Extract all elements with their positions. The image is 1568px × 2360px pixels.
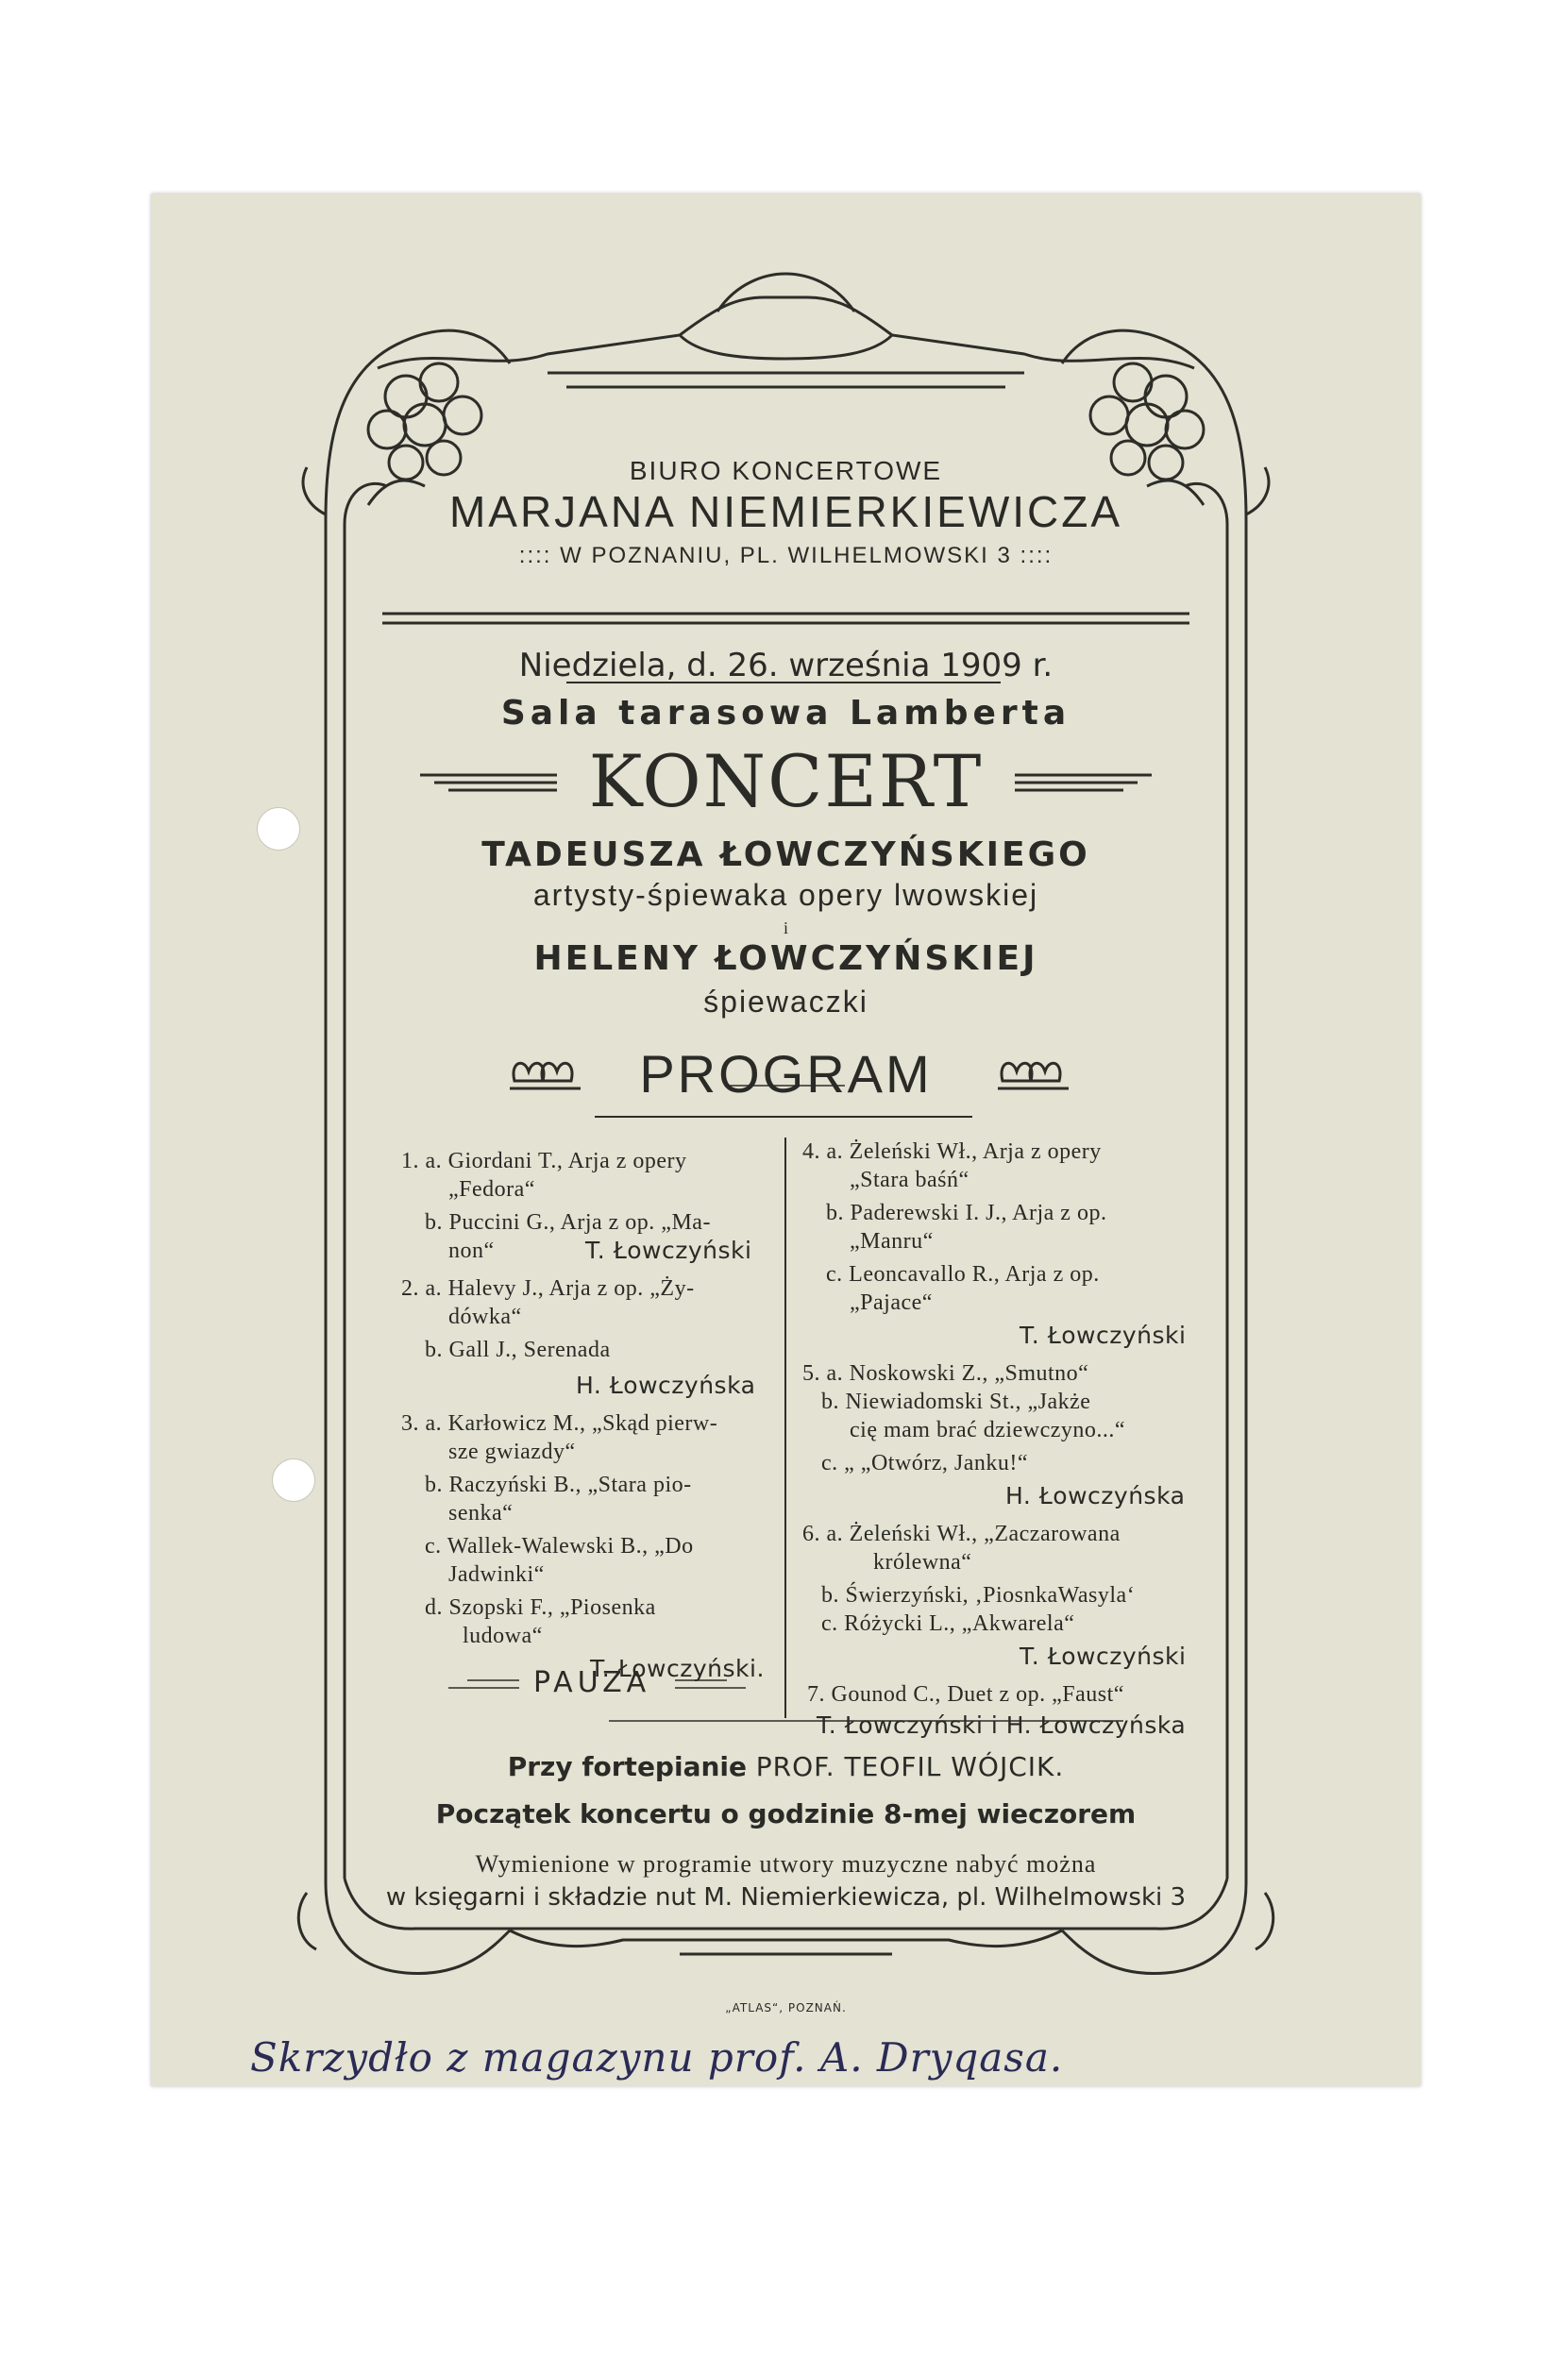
program-line: c. Wallek-Walewski B., „Do xyxy=(425,1534,694,1559)
connector-i: i xyxy=(783,919,788,937)
pause-label: PAUZA xyxy=(533,1666,651,1699)
agency-label: BIURO KONCERTOWE xyxy=(629,456,943,485)
performer1-name: TADEUSZA ŁOWCZYŃSKIEGO xyxy=(481,835,1090,874)
performer-credit: T. Łowczyński i H. Łowczyńska xyxy=(817,1711,1187,1739)
concert-program-sheet xyxy=(151,194,1421,2086)
printer-mark: „ATLAS“, POZNAŃ. xyxy=(725,2001,847,2014)
program-line: 3. a. Karłowicz M., „Skąd pierw- xyxy=(401,1411,718,1436)
footer-note-line2: w księgarni i składzie nut M. Niemierkiewicza, pl. Wilhelmowski 3 xyxy=(385,1883,1187,1912)
program-line: „Pajace“ xyxy=(850,1290,933,1315)
handwritten-note: Skrzydło z magazynu prof. A. Dryqasa. xyxy=(250,2034,1064,2081)
footer-note-line1: Wymienione w programie utwory muzyczne nabyć można xyxy=(475,1850,1097,1878)
agency-address: :::: W POZNANIU, PL. WILHELMOWSKI 3 :::: xyxy=(518,543,1054,568)
program-line: c. Różycki L., „Akwarela“ xyxy=(821,1611,1075,1636)
program-line: b. Niewiadomski St., „Jakże xyxy=(821,1390,1091,1414)
program-line: 6. a. Żeleński Wł., „Zaczarowana xyxy=(802,1522,1121,1546)
performer-credit: T. Łowczyński. xyxy=(590,1655,765,1682)
performer1-role: artysty-śpiewaka opery lwowskiej xyxy=(532,878,1039,912)
program-line: c. „ „Otwórz, Janku!“ xyxy=(821,1451,1029,1475)
program-line: „Stara baśń“ xyxy=(850,1168,969,1192)
performer-credit: T. Łowczyński xyxy=(1020,1322,1187,1349)
program-line: dówka“ xyxy=(448,1305,522,1329)
program-line: b. Raczyński B., „Stara pio- xyxy=(425,1473,692,1497)
pianist-name: PROF. TEOFIL WÓJCIK. xyxy=(755,1751,1065,1782)
performer-credit: T. Łowczyński xyxy=(1020,1643,1187,1670)
pianist-label: Przy fortepianie xyxy=(507,1751,747,1782)
concert-venue: Sala tarasowa Lamberta xyxy=(500,694,1071,733)
program-line: non“ xyxy=(448,1239,495,1263)
program-line: c. Leoncavallo R., Arja z op. xyxy=(826,1262,1100,1287)
program-line: 4. a. Żeleński Wł., Arja z opery xyxy=(802,1139,1102,1164)
performer2-role: śpiewaczki xyxy=(703,985,868,1019)
concert-title: KONCERT xyxy=(588,739,984,823)
performer-credit: T. Łowczyński xyxy=(585,1237,752,1264)
performer-credit: H. Łowczyńska xyxy=(1005,1482,1186,1509)
program-line: b. Gall J., Serenada xyxy=(425,1338,611,1362)
performer-credit: H. Łowczyńska xyxy=(576,1372,756,1399)
program-line: 2. a. Halevy J., Arja z op. „Ży- xyxy=(401,1276,695,1301)
program-line: b. Paderewski I. J., Arja z op. xyxy=(826,1201,1107,1225)
program-line: ludowa“ xyxy=(463,1624,543,1648)
program-line: 7. Gounod C., Duet z op. „Faust“ xyxy=(807,1682,1124,1707)
handwriting-underline xyxy=(151,194,1421,2086)
program-line: „Fedora“ xyxy=(448,1177,535,1202)
program-line: cię mam brać dziewczyno...“ xyxy=(850,1418,1126,1442)
program-line: d. Szopski F., „Piosenka xyxy=(425,1595,656,1620)
program-line: „Manru“ xyxy=(850,1229,934,1254)
program-line: senka“ xyxy=(448,1501,514,1526)
program-line: b. Świerzyński, ‚PiosnkaWasyla‘ xyxy=(821,1583,1136,1608)
program-line: 1. a. Giordani T., Arja z opery xyxy=(401,1149,687,1173)
agency-name: MARJANA NIEMIERKIEWICZA xyxy=(448,487,1123,536)
program-line: królewna“ xyxy=(873,1550,972,1575)
program-line: Jadwinki“ xyxy=(448,1562,545,1587)
program-line: 5. a. Noskowski Z., „Smutno“ xyxy=(802,1361,1089,1386)
performer2-name: HELENY ŁOWCZYŃSKIEJ xyxy=(533,939,1038,978)
concert-date: Niedziela, d. 26. września 1909 r. xyxy=(518,647,1054,684)
program-title: PROGRAM xyxy=(639,1044,933,1104)
program-line: b. Puccini G., Arja z op. „Ma- xyxy=(425,1210,711,1235)
program-line: sze gwiazdy“ xyxy=(448,1440,576,1464)
concert-start-time: Początek koncertu o godzinie 8-mej wieczorem xyxy=(435,1798,1137,1829)
